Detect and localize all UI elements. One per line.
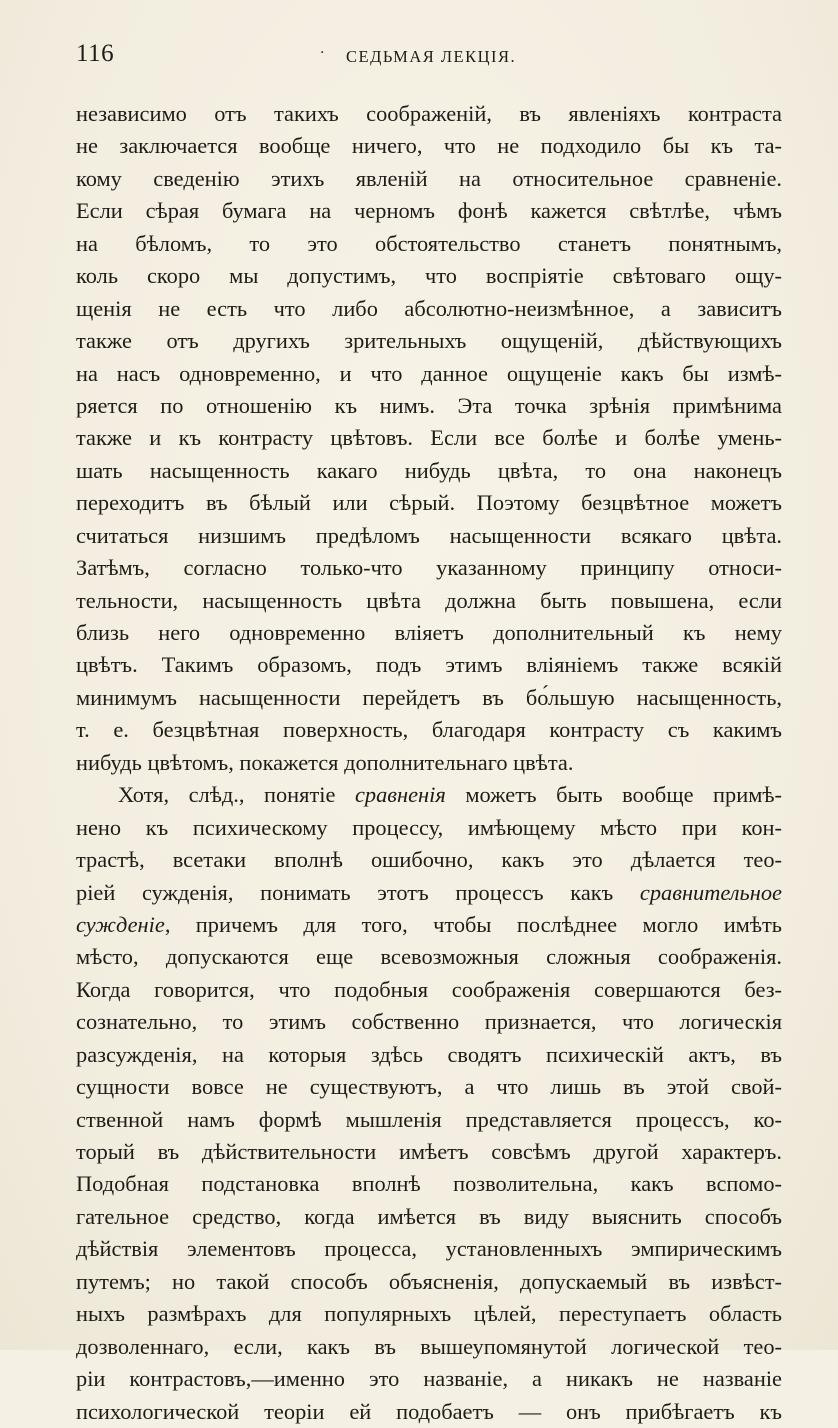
- text-line: считаться низшимъ предѣломъ насыщенности всякаго цвѣта.: [76, 522, 782, 548]
- text-line: психологической теоріи ей подобаетъ — онъ прибѣгаетъ къ: [76, 1398, 782, 1424]
- running-header: [76, 38, 778, 78]
- text-line: нибудь цвѣтомъ, покажется дополнительнаго цвѣта.: [76, 749, 574, 775]
- text-line: торый въ дѣйствительности имѣетъ совсѣмъ другой характеръ.: [76, 1139, 782, 1164]
- text-line: Затѣмъ, согласно только-что указанному принципу относи-: [76, 555, 782, 581]
- text-line: разсужденія, на которыя здѣсь сводятъ психическій актъ, въ: [76, 1041, 782, 1067]
- italic-term: сравненія: [354, 782, 446, 808]
- text-run: можетъ быть вообще примѣ-: [445, 782, 782, 808]
- text-line: ныхъ размѣрахъ для популярныхъ цѣлей, переступаетъ область: [76, 1301, 782, 1327]
- text-line: [76, 909, 782, 941]
- text-line: переходитъ въ бѣлый или сѣрый. Поэтому безцвѣтное можетъ: [76, 490, 782, 516]
- text-run: Хотя, слѣд., понятіе: [118, 782, 355, 808]
- page-number: 116: [76, 40, 115, 67]
- text-line: дозволеннаго, если, какъ въ вышеупомянутой логической тео-: [76, 1333, 782, 1359]
- text-line: независимо отъ такихъ соображеній, въ явленіяхъ контраста: [76, 101, 782, 126]
- italic-term: сравнительное: [639, 879, 782, 905]
- text-line: шать насыщенность какаго нибудь цвѣта, то она наконецъ: [76, 457, 782, 483]
- text-line: на бѣломъ, то это обстоятельство станетъ понятнымъ,: [76, 230, 782, 256]
- text-line: [76, 779, 782, 811]
- text-line: Когда говорится, что подобныя соображенія совершаются без-: [76, 976, 782, 1002]
- text-line: Если сѣрая бумага на черномъ фонѣ кажется свѣтлѣе, чѣмъ: [76, 198, 782, 224]
- text-line: Подобная подстановка вполнѣ позволительна, какъ вспомо-: [76, 1171, 782, 1197]
- text-line: трастѣ, всетаки вполнѣ ошибочно, какъ это дѣлается тео-: [76, 847, 782, 873]
- text-line: не заключается вообще ничего, что не подходило бы къ та-: [76, 133, 782, 159]
- text-run: ріей сужденія, понимать этотъ процессъ какъ: [76, 879, 640, 905]
- italic-term: сужденіе: [76, 911, 165, 937]
- page-body: [76, 98, 782, 1428]
- text-line: т. е. безцвѣтная поверхность, благодаря контрасту съ какимъ: [76, 717, 782, 743]
- text-line: ственной намъ формѣ мышленія представляется процессъ, ко-: [76, 1106, 782, 1132]
- header-separator: ·: [320, 45, 325, 61]
- text-line: ріи контрастовъ,—именно это названіе, а никакъ не названіе: [76, 1366, 782, 1392]
- text-line: сознательно, то этимъ собственно признается, что логическія: [76, 1009, 782, 1035]
- text-line: нено къ психическому процессу, имѣющему мѣсто при кон-: [76, 814, 782, 840]
- text-line: минимумъ насыщенности перейдетъ въ бо́льшую насыщенность,: [76, 684, 782, 710]
- text-line: кому сведенію этихъ явленій на относительное сравненіе.: [76, 165, 782, 191]
- text-line: дѣйствія элементовъ процесса, установленныхъ эмпирическимъ: [76, 1236, 782, 1262]
- running-title: СЕДЬМАЯ ЛЕКЦІЯ.: [346, 47, 517, 66]
- text-line: тельности, насыщенность цвѣта должна быть повышена, если: [76, 587, 782, 613]
- text-line: также отъ другихъ зрительныхъ ощущеній, дѣйствующихъ: [76, 328, 782, 354]
- text-line: путемъ; но такой способъ объясненія, допускаемый въ извѣст-: [76, 1268, 782, 1294]
- text-line: близь него одновременно вліяетъ дополнительный къ нему: [76, 620, 782, 645]
- text-line: мѣсто, допускаются еще всевозможныя сложныя соображенія.: [76, 944, 782, 970]
- text-line: гательное средство, когда имѣется въ виду выяснить способъ: [76, 1203, 782, 1229]
- text-line: также и къ контрасту цвѣтовъ. Если все болѣе и болѣе умень-: [76, 425, 782, 451]
- text-line: щенія не есть что либо абсолютно-неизмѣнное, а зависитъ: [76, 295, 782, 321]
- paragraph-1: [76, 98, 782, 779]
- paragraph-2: [76, 779, 782, 1428]
- text-line: ряется по отношенію къ нимъ. Эта точка зрѣнія примѣнима: [76, 392, 782, 418]
- text-line: цвѣтъ. Такимъ образомъ, подъ этимъ вліяніемъ также всякій: [76, 652, 782, 678]
- text-line: коль скоро мы допустимъ, что воспріятіе свѣтоваго ощу-: [76, 263, 782, 289]
- text-line: сущности вовсе не существуютъ, а что лишь въ этой свой-: [76, 1074, 782, 1100]
- text-line: [76, 877, 782, 909]
- text-run: , причемъ для того, чтобы послѣднее могло имѣть: [164, 911, 782, 937]
- text-line: на насъ одновременно, и что данное ощущеніе какъ бы измѣ-: [76, 360, 782, 386]
